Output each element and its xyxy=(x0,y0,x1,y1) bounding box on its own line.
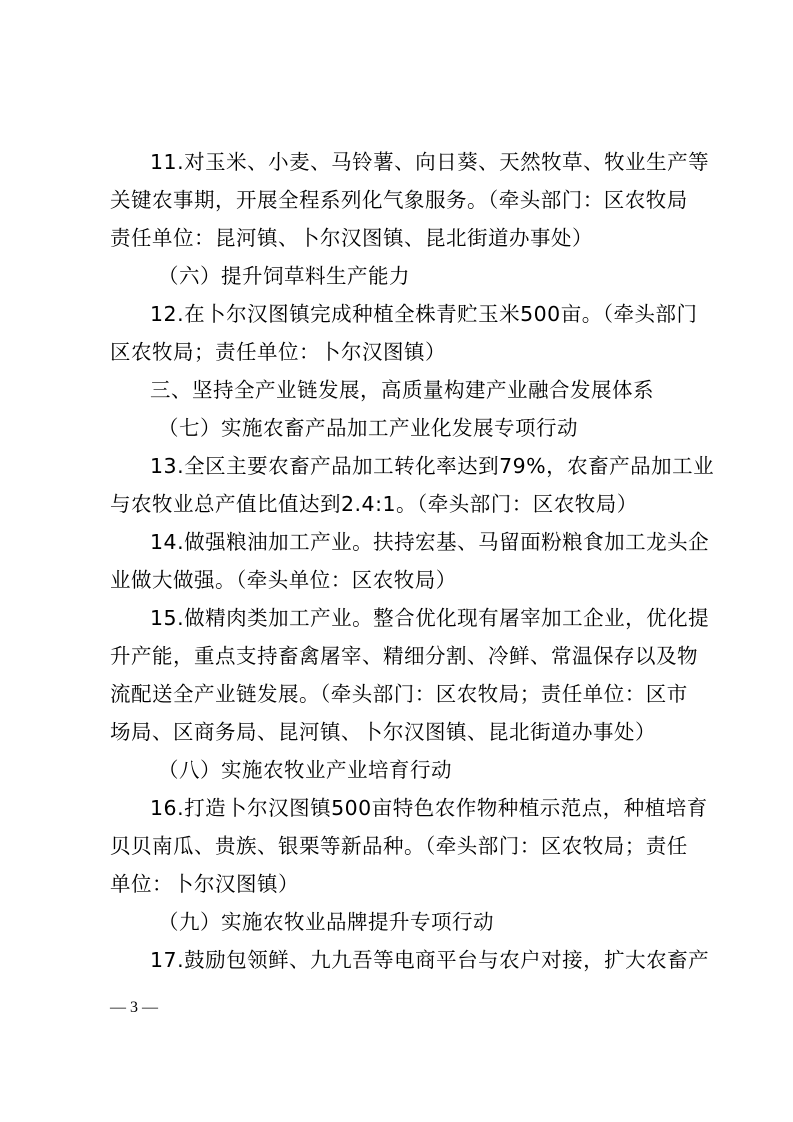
page-number: — 3 — xyxy=(110,999,158,1016)
paragraph-16-line-3: 单位：卜尔汉图镇） xyxy=(110,872,299,896)
paragraph-13-line-2: 与农牧业总产值比值达到2.4:1。（牵头部门：区农牧局） xyxy=(110,492,638,516)
paragraph-15-line-4: 场局、区商务局、昆河镇、卜尔汉图镇、昆北街道办事处） xyxy=(110,720,656,744)
paragraph-12-line-2: 区农牧局；责任单位：卜尔汉图镇） xyxy=(110,340,446,364)
paragraph-15-line-3: 流配送全产业链发展。（牵头部门：区农牧局；责任单位：区市 xyxy=(110,682,688,706)
paragraph-15-line-2: 升产能，重点支持畜禽屠宰、精细分割、冷鲜、常温保存以及物 xyxy=(110,644,698,668)
part-heading-3: 三、坚持全产业链发展，高质量构建产业融合发展体系 xyxy=(150,378,654,402)
paragraph-15-line-1: 15.做精肉类加工产业。整合优化现有屠宰加工企业，优化提 xyxy=(150,606,710,630)
paragraph-16-line-1: 16.打造卜尔汉图镇500亩特色农作物种植示范点，种植培育 xyxy=(150,796,708,820)
paragraph-11-line-2: 关键农事期，开展全程系列化气象服务。（牵头部门：区农牧局 xyxy=(110,188,688,212)
paragraph-11-line-3: 责任单位：昆河镇、卜尔汉图镇、昆北街道办事处） xyxy=(110,226,593,250)
section-heading-6: （六）提升饲草料生产能力 xyxy=(158,264,410,288)
section-heading-9: （九）实施农牧业品牌提升专项行动 xyxy=(158,910,494,934)
paragraph-12-line-1: 12.在卜尔汉图镇完成种植全株青贮玉米500亩。（牵头部门 xyxy=(150,302,698,326)
paragraph-13-line-1: 13.全区主要农畜产品加工转化率达到79%，农畜产品加工业 xyxy=(150,454,715,478)
section-heading-7: （七）实施农畜产品加工产业化发展专项行动 xyxy=(158,416,578,440)
paragraph-11-line-1: 11.对玉米、小麦、马铃薯、向日葵、天然牧草、牧业生产等 xyxy=(150,150,710,174)
section-heading-8: （八）实施农牧业产业培育行动 xyxy=(158,758,452,782)
paragraph-14-line-1: 14.做强粮油加工产业。扶持宏基、马留面粉粮食加工龙头企 xyxy=(150,530,710,554)
paragraph-14-line-2: 业做大做强。（牵头单位：区农牧局） xyxy=(110,568,457,592)
paragraph-16-line-2: 贝贝南瓜、贵族、银栗等新品种。（牵头部门：区农牧局；责任 xyxy=(110,834,688,858)
paragraph-17-line-1: 17.鼓励包领鲜、九九吾等电商平台与农户对接，扩大农畜产 xyxy=(150,948,710,972)
